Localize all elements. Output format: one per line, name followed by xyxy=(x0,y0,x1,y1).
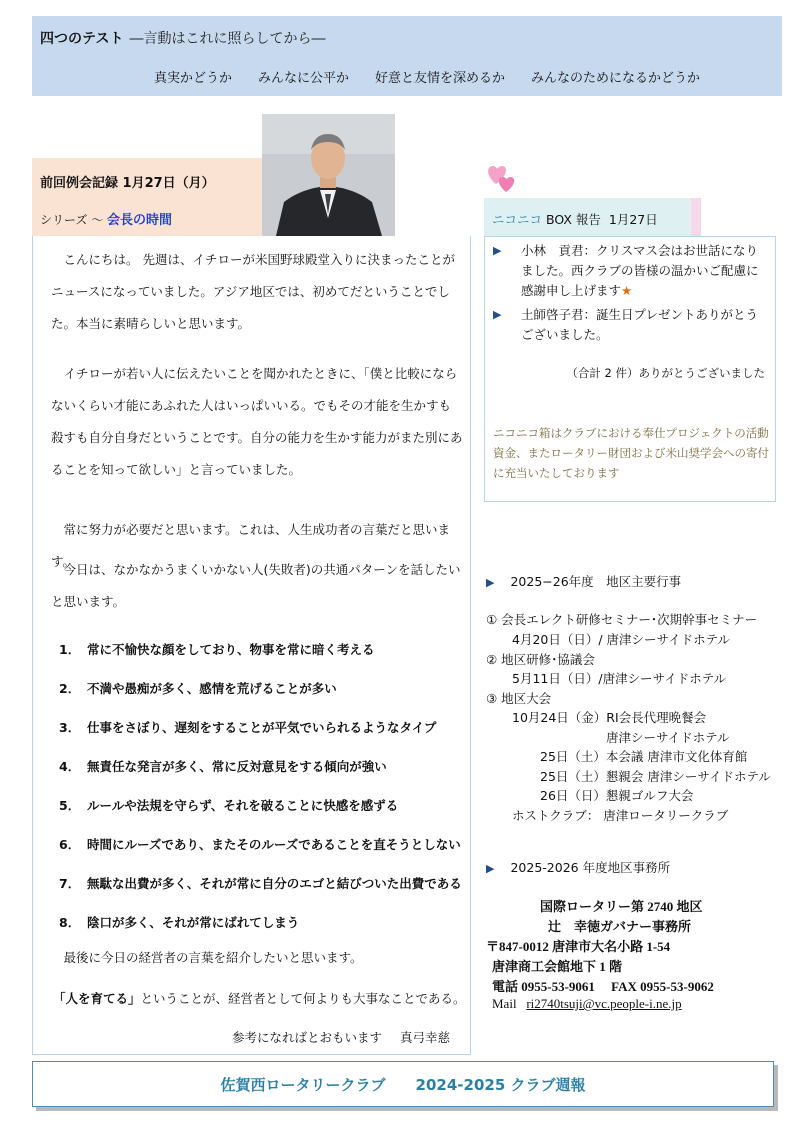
triangle-bullet-icon: ▶ xyxy=(493,308,502,321)
footer-title xyxy=(33,1074,773,1095)
failure-pattern-item: 4． 無責任な発言が多く、常に反対意見をする傾向が強い xyxy=(59,759,387,774)
nikoniko-entry: ▶ 小林 貢君：クリスマス会はお世話になりました。西クラブの皆様の温かいご配慮に感謝申し上げます★ xyxy=(493,243,759,298)
failure-pattern-item: 1． 常に不愉快な顔をしており、物事を常に暗く考える xyxy=(59,642,375,657)
test-item: 真実かどうか xyxy=(154,71,233,86)
event-line: 4月20日（日）/ 唐津シーサイドホテル xyxy=(512,632,731,647)
triangle-bullet-icon: ▶ xyxy=(493,244,502,257)
star-icon: ★ xyxy=(621,283,633,298)
triangle-bullet-icon: ▶ xyxy=(486,862,495,875)
series-prefix: シリーズ ～ xyxy=(40,213,104,227)
meeting-header xyxy=(32,158,262,236)
failure-pattern-item: 8． 陰口が多く、それが常にばれてしまう xyxy=(59,915,300,930)
article-paragraph: 常に努力が必要だと思います。これは、人生成功者の言葉だと思います。 xyxy=(51,522,451,569)
meeting-title: 前回例会記録 1月27日（月） xyxy=(40,176,215,191)
triangle-bullet-icon: ▶ xyxy=(486,576,495,589)
event-line: ① 会長エレクト研修セミナー･次期幹事セミナー xyxy=(486,612,758,627)
president-photo xyxy=(262,114,395,236)
nikoniko-title xyxy=(492,210,658,228)
closing-quote xyxy=(53,989,466,1007)
nikoniko-box-report xyxy=(484,236,776,502)
test-item: みんなに公平か xyxy=(258,71,350,86)
mail-label: Mail xyxy=(492,996,517,1011)
event-line: ② 地区研修･協議会 xyxy=(486,652,595,667)
district-events-heading: ▶ 2025−26年度 地区主要行事 xyxy=(486,574,682,589)
club-name: 佐賀西ロータリークラブ xyxy=(220,1076,386,1094)
banner-title xyxy=(40,28,325,48)
series-line xyxy=(40,209,172,228)
series-name: 会長の時間 xyxy=(107,213,173,228)
event-line: 25日（土）懇親会 唐津シーサイドホテル xyxy=(540,769,771,784)
failure-pattern-item: 3． 仕事をさぼり、遅刻をすることが平気でいられるようなタイプ xyxy=(59,720,437,735)
hearts-icon xyxy=(484,158,520,194)
test-item: みんなのためになるかどうか xyxy=(531,71,701,86)
article-signoff xyxy=(232,1028,450,1046)
nikoniko-title-a: ニコニコ xyxy=(492,212,543,227)
office-building: 唐津商工会館地下 1 階 xyxy=(492,959,623,974)
failure-pattern-item: 7． 無駄な出費が多く、それが常に自分のエゴと結びついた出費である xyxy=(59,876,462,891)
failure-pattern-item: 2． 不満や愚痴が多く、感情を荒げることが多い xyxy=(59,681,337,696)
nikoniko-note: ニコニコ箱はクラブにおける奉仕プロジェクトの活動資金、またロータリー財団および米山奨学会への寄付に充当いたしております xyxy=(493,426,769,480)
quote-emphasis: 「人を育てる」 xyxy=(53,991,141,1006)
presidents-time-article xyxy=(32,236,471,1055)
article-paragraph: 今日は、なかなかうまくいかない人(失敗者)の共通パターンを話したいと思います。 xyxy=(51,562,461,609)
bulletin-footer xyxy=(32,1061,774,1107)
banner-title-text: 四つのテスト xyxy=(40,31,124,47)
event-line: 25日（土）本会議 唐津市文化体育館 xyxy=(540,749,748,764)
quote-rest: ということが、経営者として何よりも大事なことである。 xyxy=(140,991,466,1006)
article-paragraph: こんにちは。 先週は、イチローが米国野球殿堂入りに決まったことがニュースになっていました。アジア地区では、初めてだということでした。本当に素晴らしいと思います。 xyxy=(51,252,455,331)
office-mail-link[interactable]: ri2740tsuji@vc.people-i.ne.jp xyxy=(526,996,682,1011)
office-district: 国際ロータリー第 2740 地区 xyxy=(540,899,703,914)
four-way-test-banner xyxy=(32,16,782,96)
nikoniko-title-b: BOX 報告 xyxy=(542,212,601,227)
event-line: 10月24日（金）RI会長代理晩餐会 xyxy=(512,710,707,725)
district-office-heading: ▶ 2025-2026 年度地区事務所 xyxy=(486,860,671,875)
nikoniko-total: （合計 2 件）ありがとうございました xyxy=(566,366,765,380)
bulletin-title: 2024-2025 クラブ週報 xyxy=(415,1076,586,1094)
event-line: ③ 地区大会 xyxy=(486,691,552,706)
article-paragraph: イチローが若い人に伝えたいことを聞かれたときに、「僕と比較にならないくらい才能にあふれた人はいっぱいいる。でもその才能を生かすも殺すも自分自身だということです。自分の能力を生かす能力がまた別にあることを知って欲しい」と言っていました。 xyxy=(51,366,463,477)
event-line: 26日（日）懇親ゴルフ大会 xyxy=(540,788,694,803)
event-line: 唐津シーサイドホテル xyxy=(606,730,730,745)
nikoniko-date: 1月27日 xyxy=(608,212,658,227)
nikoniko-box-header xyxy=(484,198,691,236)
event-line: ホストクラブ： 唐津ロータリークラブ xyxy=(512,808,729,823)
office-mail xyxy=(492,996,682,1012)
failure-pattern-item: 6． 時間にルーズであり、またそのルーズであることを直そうとしない xyxy=(59,837,461,852)
article-paragraph: 最後に今日の経営者の言葉を紹介したいと思います。 xyxy=(63,950,363,965)
president-portrait-illustration xyxy=(262,114,395,236)
event-line: 5月11日（日）/唐津シーサイドホテル xyxy=(512,671,727,686)
nikoniko-header-stripe xyxy=(691,198,701,236)
banner-test-list xyxy=(154,67,700,86)
office-governor: 辻 幸徳ガバナー事務所 xyxy=(548,919,692,934)
office-address: 〒847-0012 唐津市大名小路 1-54 xyxy=(486,939,671,954)
failure-pattern-item: 5． ルールや法規を守らず、それを破ることに快感を感ずる xyxy=(59,798,399,813)
banner-subtitle: ―言動はこれに照らしてから― xyxy=(129,31,326,47)
office-phone: 電話 0955-53-9061 FAX 0955-53-9062 xyxy=(492,979,714,994)
author-name: 真弓幸慈 xyxy=(399,1030,450,1045)
signoff-text: 参考になればとおもいます xyxy=(231,1030,382,1045)
nikoniko-entry: ▶ 土師啓子君：誕生日プレゼントありがとうございました。 xyxy=(493,307,759,342)
test-item: 好意と友情を深めるか xyxy=(375,71,506,86)
